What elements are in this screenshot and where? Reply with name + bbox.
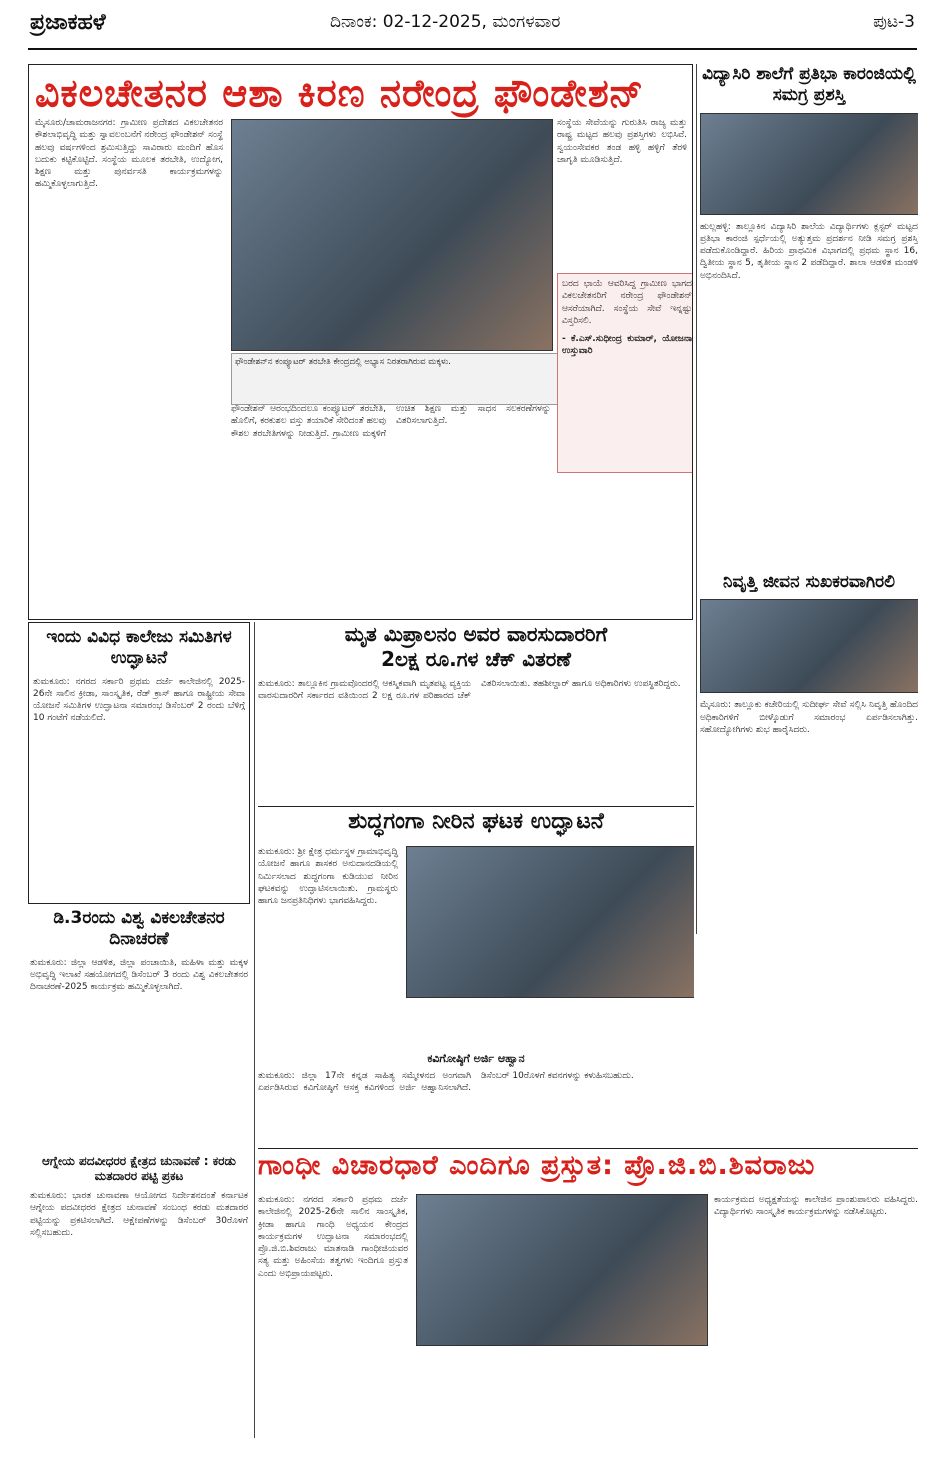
lead-col-3-end	[557, 469, 687, 615]
gandhi-story	[258, 1150, 918, 1440]
retirement-body: ಮೈಸೂರು: ತಾಲ್ಲೂಕು ಕಚೇರಿಯಲ್ಲಿ ಸುದೀರ್ಘ ಸೇವೆ ಸಲ್ಲಿಸಿ ನಿವೃತ್ತಿ ಹೊಂದಿದ ಅಧಿಕಾರಿಗಳಿಗೆ ಬೀಳ್ಕೊಡುಗೆ ಸಮಾರಂಭ ಏರ್ಪಡಿಸಲಾಗಿತ್ತು. ಸಹೋದ್ಯೋಗಿಗಳು ಶುಭ ಹಾರೈಸಿದರು.	[700, 700, 918, 735]
water-plant-headline: ಶುದ್ಧಗಂಗಾ ನೀರಿನ ಘಟಕ ಉದ್ಘಾಟನೆ	[348, 809, 604, 834]
lead-col-2: ಫೌಂಡೇಶನ್ ಆರಂಭದಿಂದಲೂ ಕಂಪ್ಯೂಟರ್ ತರಬೇತಿ, ಹೊಲಿಗೆ, ಕರಕುಶಲ ವಸ್ತು ತಯಾರಿಕೆ ಸೇರಿದಂತೆ ಹಲವು ಕೌಶಲ ತರಬೇತಿಗಳನ್ನು ನೀಡುತ್ತಿದೆ. ಗ್ರಾಮೀಣ ಮಕ್ಕಳಿಗೆ ಉಚಿತ ಶಿಕ್ಷಣ ಮತ್ತು ಸಾಧನ ಸಲಕರಣೆಗಳನ್ನು ವಿತರಿಸಲಾಗುತ್ತಿದೆ.	[231, 404, 551, 439]
vidyasiri-headline: ವಿದ್ಯಾಸಿರಿ ಶಾಲೆಗೆ ಪ್ರತಿಭಾ ಕಾರಂಜಿಯಲ್ಲಿ ಸಮಗ್ರ ಪ್ರಶಸ್ತಿ	[702, 64, 916, 106]
paper-name: ಪ್ರಜಾಕಹಳೆ	[30, 10, 106, 35]
lead-quote-box	[557, 273, 693, 473]
water-plant-story	[258, 808, 694, 1048]
compensation-headline-2: 2ಲಕ್ಷ ರೂ.ಗಳ ಚೆಕ್ ವಿತರಣೆ	[381, 647, 571, 671]
retirement-headline: ನಿವೃತ್ತಿ ಜೀವನ ಸುಖಕರವಾಗಿರಲಿ	[723, 572, 895, 592]
disability-day-body: ತುಮಕೂರು: ಜಿಲ್ಲಾ ಆಡಳಿತ, ಜಿಲ್ಲಾ ಪಂಚಾಯಿತಿ, ಮಹಿಳಾ ಮತ್ತು ಮಕ್ಕಳ ಅಭಿವೃದ್ಧಿ ಇಲಾಖೆ ಸಹಯೋಗದಲ್ಲಿ ಡಿಸೆಂಬರ್ 3 ರಂದು ವಿಶ್ವ ವಿಕಲಚೇತನರ ದಿನಾಚರಣೆ-2025 ಕಾರ್ಯಕ್ರಮ ಹಮ್ಮಿಕೊಳ್ಳಲಾಗಿದೆ.	[30, 957, 248, 993]
lead-headline: ವಿಕಲಚೇತನರ ಆಶಾ ಕಿರಣ ನರೇಂದ್ರ ಫೌಂಡೇಶನ್	[35, 71, 645, 115]
election-headline: ಆಗ್ನೇಯ ಪದವೀಧರರ ಕ್ಷೇತ್ರದ ಚುನಾವಣೆ : ಕರಡು ಮತದಾರರ ಪಟ್ಟಿ ಪ್ರಕಟ	[42, 1154, 236, 1183]
page-number: ಪುಟ-3	[873, 12, 915, 32]
water-plant-body-cont	[406, 1002, 694, 1046]
lead-photo-caption: ಫೌಂಡೇಶನ್‌ನ ಕಂಪ್ಯೂಟರ್ ತರಬೇತಿ ಕೇಂದ್ರದಲ್ಲಿ ಅಭ್ಯಾಸ ನಿರತರಾಗಿರುವ ಮಕ್ಕಳು.	[231, 353, 559, 405]
poets-meet-headline: ಕವಿಗೋಷ್ಠಿಗೆ ಅರ್ಜಿ ಆಹ್ವಾನ	[427, 1052, 525, 1065]
section-rule	[258, 1148, 918, 1149]
lead-col-1-end	[35, 543, 223, 615]
disability-day-headline: ಡಿ.3ರಂದು ವಿಶ್ವ ವಿಕಲಚೇತನರ ದಿನಾಚರಣೆ	[53, 908, 225, 950]
colleges-body: ತುಮಕೂರು: ನಗರದ ಸರ್ಕಾರಿ ಪ್ರಥಮ ದರ್ಜೆ ಕಾಲೇಜಿನಲ್ಲಿ 2025-26ನೇ ಸಾಲಿನ ಕ್ರೀಡಾ, ಸಾಂಸ್ಕೃತಿಕ, ರೆಡ್ ಕ್ರಾಸ್ ಹಾಗೂ ರಾಷ್ಟ್ರೀಯ ಸೇವಾ ಯೋಜನೆ ಸಮಿತಿಗಳ ಉದ್ಘಾಟನಾ ಸಮಾರಂಭ ಡಿಸೆಂಬರ್ 2 ರಂದು ಬೆಳಿಗ್ಗೆ 10 ಗಂಟೆಗೆ ನಡೆಯಲಿದೆ.	[33, 676, 245, 724]
vidyasiri-body: ಹುಲ್ಲಹಳ್ಳಿ: ತಾಲ್ಲೂಕಿನ ವಿದ್ಯಾಸಿರಿ ಶಾಲೆಯ ವಿದ್ಯಾರ್ಥಿಗಳು ಕ್ಲಸ್ಟರ್ ಮಟ್ಟದ ಪ್ರತಿಭಾ ಕಾರಂಜಿ ಸ್ಪರ್ಧೆಯಲ್ಲಿ ಅತ್ಯುತ್ತಮ ಪ್ರದರ್ಶನ ನೀಡಿ ಸಮಗ್ರ ಪ್ರಶಸ್ತಿ ಪಡೆದುಕೊಂಡಿದ್ದಾರೆ. ಹಿರಿಯ ಪ್ರಾಥಮಿಕ ವಿಭಾಗದಲ್ಲಿ ಪ್ರಥಮ ಸ್ಥಾನ 16, ದ್ವಿತೀಯ ಸ್ಥಾನ 5, ತೃತೀಯ ಸ್ಥಾನ 2 ಪಡೆದಿದ್ದಾರೆ. ಶಾಲಾ ಆಡಳಿತ ಮಂಡಳಿ ಅಭಿನಂದಿಸಿದೆ.	[700, 221, 918, 281]
gandhi-body: ತುಮಕೂರು: ನಗರದ ಸರ್ಕಾರಿ ಪ್ರಥಮ ದರ್ಜೆ ಕಾಲೇಜಿನಲ್ಲಿ 2025-26ನೇ ಸಾಲಿನ ಸಾಂಸ್ಕೃತಿಕ, ಕ್ರೀಡಾ ಹಾಗೂ ಗಾಂಧಿ ಅಧ್ಯಯನ ಕೇಂದ್ರದ ಕಾರ್ಯಕ್ರಮಗಳ ಉದ್ಘಾಟನಾ ಸಮಾರಂಭದಲ್ಲಿ ಪ್ರೊ.ಜಿ.ಬಿ.ಶಿವರಾಜು ಮಾತನಾಡಿ ಗಾಂಧೀಜಿಯವರ ಸತ್ಯ ಮತ್ತು ಅಹಿಂಸೆಯ ತತ್ವಗಳು ಇಂದಿಗೂ ಪ್ರಸ್ತುತ ಎಂದು ಅಭಿಪ್ರಾಯಪಟ್ಟರು.	[258, 1195, 408, 1279]
colleges-headline: ಇಂದು ವಿವಿಧ ಕಾಲೇಜು ಸಮಿತಿಗಳ ಉದ್ಘಾಟನೆ	[46, 627, 232, 669]
water-plant-body: ತುಮಕೂರು: ಶ್ರೀ ಕ್ಷೇತ್ರ ಧರ್ಮಸ್ಥಳ ಗ್ರಾಮಾಭಿವೃದ್ಧಿ ಯೋಜನೆ ಹಾಗೂ ಶಾಸಕರ ಅನುದಾನದಡಿಯಲ್ಲಿ ನಿರ್ಮಿಸಲಾದ ಶುದ್ಧಗಂಗಾ ಕುಡಿಯುವ ನೀರಿನ ಘಟಕವನ್ನು ಉದ್ಘಾಟಿಸಲಾಯಿತು. ಗ್ರಾಮಸ್ಥರು ಹಾಗೂ ಜನಪ್ರತಿನಿಧಿಗಳು ಭಾಗವಹಿಸಿದ್ದರು.	[258, 847, 398, 907]
election-story	[28, 1154, 250, 1434]
lead-quote: ಬರದ ಛಾಯೆ ಆವರಿಸಿದ್ದ ಗ್ರಾಮೀಣ ಭಾಗದ ವಿಕಲಚೇತನರಿಗೆ ನರೇಂದ್ರ ಫೌಂಡೇಶನ್ ಆಸರೆಯಾಗಿದೆ. ಸಂಸ್ಥೆಯ ಸೇವೆ ಇನ್ನಷ್ಟು ವಿಸ್ತರಿಸಲಿ.	[562, 279, 692, 326]
retirement-photo	[700, 599, 918, 693]
poets-meet-story	[258, 1052, 694, 1144]
retirement-story	[700, 572, 918, 932]
column-rule	[254, 622, 255, 1438]
vidyasiri-photo	[700, 113, 918, 215]
lead-quote-by: - ಕೆ.ಎಸ್.ಸುಧೀಂದ್ರ ಕುಮಾರ್, ಯೋಜನಾ ಉಸ್ತುವಾರಿ	[562, 334, 692, 357]
lead-col-3: ಸಂಸ್ಥೆಯ ಸೇವೆಯನ್ನು ಗುರುತಿಸಿ ರಾಜ್ಯ ಮತ್ತು ರಾಷ್ಟ್ರ ಮಟ್ಟದ ಹಲವು ಪ್ರಶಸ್ತಿಗಳು ಲಭಿಸಿವೆ. ಸ್ವಯಂಸೇವಕರ ತಂಡ ಹಳ್ಳಿ ಹಳ್ಳಿಗೆ ತೆರಳಿ ಜಾಗೃತಿ ಮೂಡಿಸುತ್ತಿದೆ.	[557, 118, 687, 165]
gandhi-photo	[416, 1194, 708, 1346]
lead-col-1: ಮೈಸೂರು/ಚಾಮರಾಜನಗರ: ಗ್ರಾಮೀಣ ಪ್ರದೇಶದ ವಿಕಲಚೇತನರ ಕೌಶಲಾಭಿವೃದ್ಧಿ ಮತ್ತು ಸ್ವಾವಲಂಬನೆಗೆ ನರೇಂದ್ರ ಫೌಂಡೇಶನ್ ಸಂಸ್ಥೆ ಹಲವು ವರ್ಷಗಳಿಂದ ಶ್ರಮಿಸುತ್ತಿದ್ದು ಸಾವಿರಾರು ಮಂದಿಗೆ ಹೊಸ ಬದುಕು ಕಟ್ಟಿಕೊಟ್ಟಿದೆ. ಸಂಸ್ಥೆಯ ಮೂಲಕ ತರಬೇತಿ, ಉದ್ಯೋಗ, ಶಿಕ್ಷಣ ಮತ್ತು ಪುನರ್ವಸತಿ ಕಾರ್ಯಕ್ರಮಗಳನ್ನು ಹಮ್ಮಿಕೊಳ್ಳಲಾಗುತ್ತಿದೆ.	[35, 118, 223, 190]
vidyasiri-story	[700, 64, 918, 564]
election-body: ತುಮಕೂರು: ಭಾರತ ಚುನಾವಣಾ ಆಯೋಗದ ನಿರ್ದೇಶನದಂತೆ ಕರ್ನಾಟಕ ಆಗ್ನೇಯ ಪದವೀಧರರ ಕ್ಷೇತ್ರದ ಚುನಾವಣೆ ಸಂಬಂಧ ಕರಡು ಮತದಾರರ ಪಟ್ಟಿಯನ್ನು ಪ್ರಕಟಿಸಲಾಗಿದೆ. ಆಕ್ಷೇಪಣೆಗಳನ್ನು ಡಿಸೆಂಬರ್ 30ರೊಳಗೆ ಸಲ್ಲಿಸಬಹುದು.	[30, 1191, 248, 1238]
compensation-story	[258, 622, 694, 804]
header-rule	[28, 48, 917, 50]
gandhi-headline: ಗಾಂಧೀ ವಿಚಾರಧಾರೆ ಎಂದಿಗೂ ಪ್ರಸ್ತುತ: ಪ್ರೊ.ಜಿ.ಬಿ.ಶಿವರಾಜು	[258, 1150, 816, 1181]
column-rule	[696, 64, 697, 934]
lead-story	[28, 64, 693, 620]
gandhi-body-2: ಕಾರ್ಯಕ್ರಮದ ಅಧ್ಯಕ್ಷತೆಯನ್ನು ಕಾಲೇಜಿನ ಪ್ರಾಂಶುಪಾಲರು ವಹಿಸಿದ್ದರು. ವಿದ್ಯಾರ್ಥಿಗಳು ಸಾಂಸ್ಕೃತಿಕ ಕಾರ್ಯಕ್ರಮಗಳನ್ನು ನಡೆಸಿಕೊಟ್ಟರು.	[714, 1195, 918, 1218]
colleges-story	[28, 622, 250, 904]
section-rule	[258, 806, 694, 807]
water-plant-photo	[406, 846, 694, 998]
issue-date: ದಿನಾಂಕ: 02-12-2025, ಮಂಗಳವಾರ	[330, 12, 561, 32]
lead-photo	[231, 119, 553, 351]
page-header	[0, 0, 945, 64]
disability-day-story	[28, 908, 250, 1148]
compensation-headline-1: ಮೃತ ಮಿಪ್ರಾಲನಂ ಅವರ ವಾರಸುದಾರರಿಗೆ	[344, 622, 608, 646]
compensation-body: ತುಮಕೂರು: ತಾಲ್ಲೂಕಿನ ಗ್ರಾಮವೊಂದರಲ್ಲಿ ಆಕಸ್ಮಿಕವಾಗಿ ಮೃತಪಟ್ಟ ವ್ಯಕ್ತಿಯ ವಾರಸುದಾರರಿಗೆ ಸರ್ಕಾರದ ವತಿಯಿಂದ 2 ಲಕ್ಷ ರೂ.ಗಳ ಪರಿಹಾರದ ಚೆಕ್ ವಿತರಿಸಲಾಯಿತು. ತಹಶೀಲ್ದಾರ್ ಹಾಗೂ ಅಧಿಕಾರಿಗಳು ಉಪಸ್ಥಿತರಿದ್ದರು.	[258, 679, 681, 702]
poets-meet-body: ತುಮಕೂರು: ಜಿಲ್ಲಾ 17ನೇ ಕನ್ನಡ ಸಾಹಿತ್ಯ ಸಮ್ಮೇಳನದ ಅಂಗವಾಗಿ ಏರ್ಪಡಿಸಿರುವ ಕವಿಗೋಷ್ಠಿಗೆ ಆಸಕ್ತ ಕವಿಗಳಿಂದ ಅರ್ಜಿ ಆಹ್ವಾನಿಸಲಾಗಿದೆ. ಡಿಸೆಂಬರ್ 10ರೊಳಗೆ ಕವನಗಳನ್ನು ಕಳುಹಿಸಬಹುದು.	[258, 1070, 634, 1094]
